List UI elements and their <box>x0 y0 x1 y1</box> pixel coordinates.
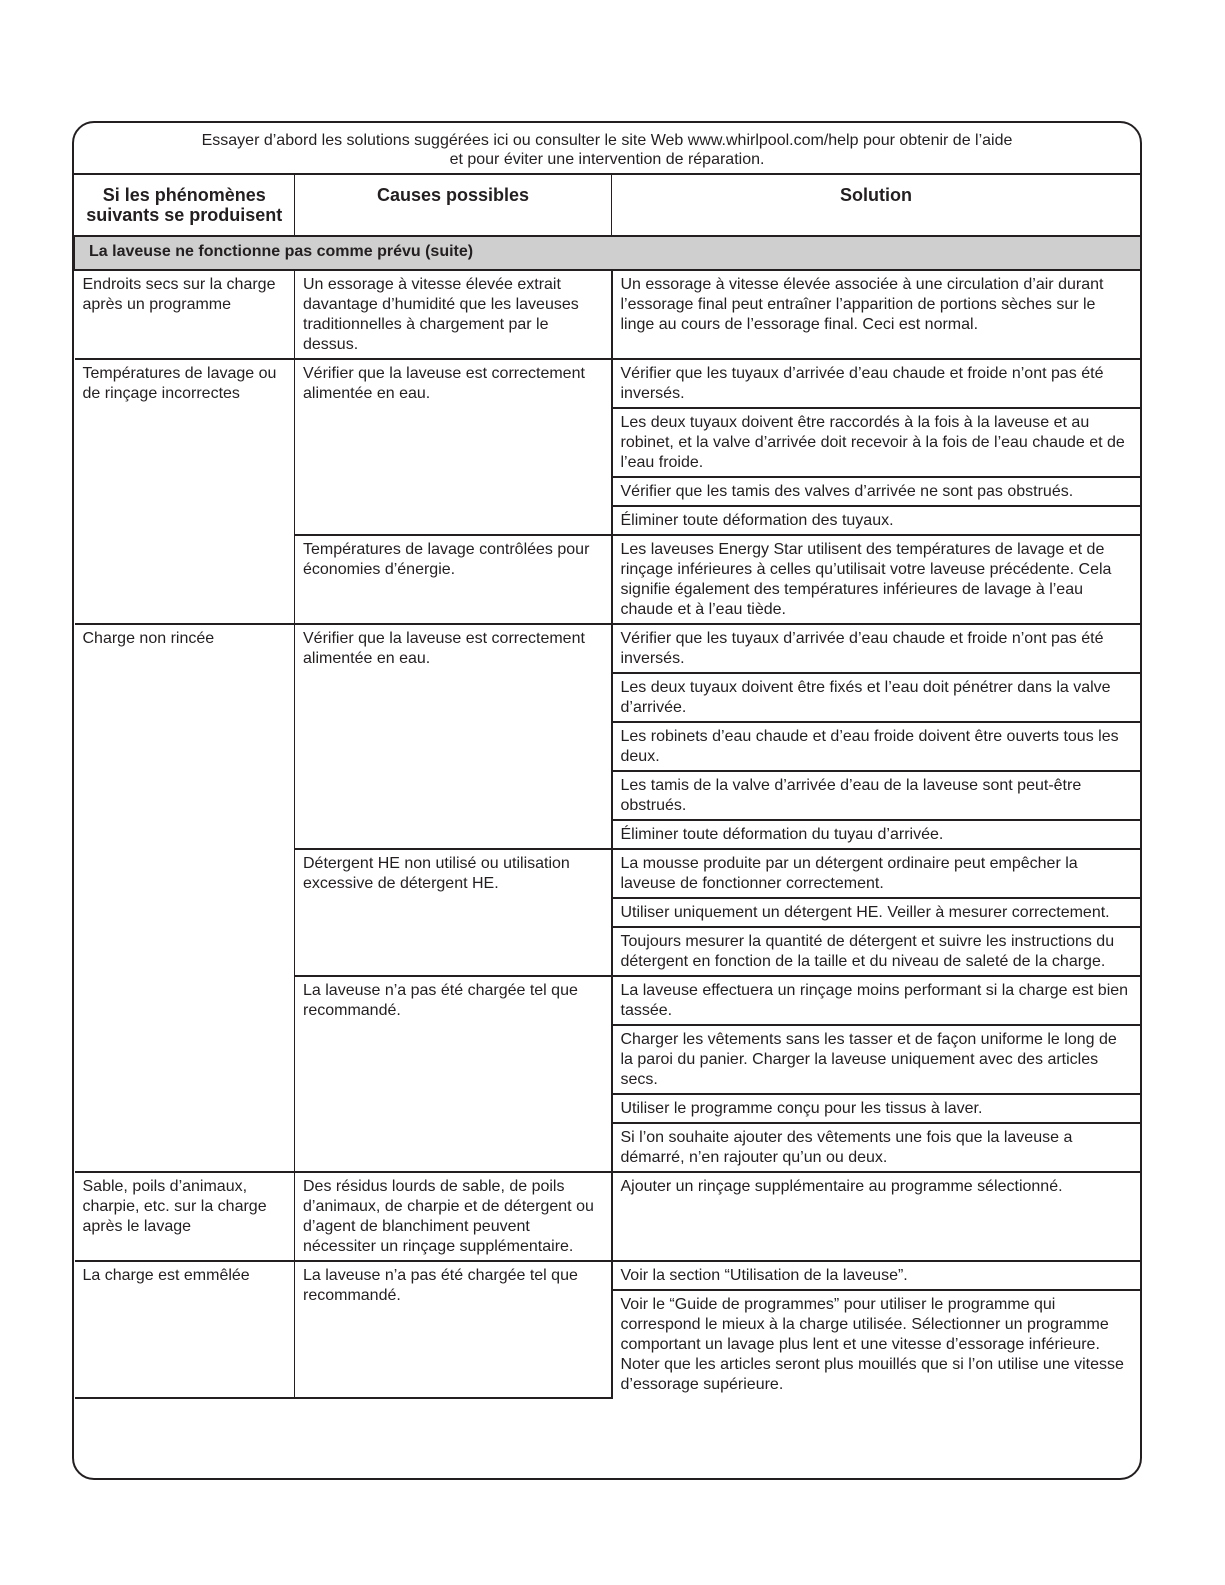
solution-cell: Si l’on souhaite ajouter des vêtements une fois que la laveuse a démarré, n’en rajouter qu’un ou deux. <box>612 1123 1141 1172</box>
table-row <box>75 624 1141 673</box>
troubleshooting-table <box>74 175 1140 1399</box>
troubleshooting-box <box>72 121 1142 1480</box>
header-row <box>75 175 1141 236</box>
header-symptom-line-2: suivants se produisent <box>86 205 283 225</box>
solution-cell: Ajouter un rinçage supplémentaire au programme sélectionné. <box>612 1172 1141 1261</box>
section-title: La laveuse ne fonctionne pas comme prévu (suite) <box>75 236 1141 270</box>
header-symptom-line-1: Si les phénomènes <box>102 185 266 205</box>
cause-cell: La laveuse n’a pas été chargée tel que recommandé. <box>295 1261 612 1398</box>
symptom-cell: Charge non rincée <box>75 624 295 1172</box>
solution-cell: Utiliser le programme conçu pour les tissus à laver. <box>612 1094 1141 1123</box>
intro-line-1: Essayer d’abord les solutions suggérées ici ou consulter le site Web www.whirlpool.com/help pour obtenir de l’aide <box>201 132 1013 149</box>
table-row <box>75 1172 1141 1261</box>
cause-cell: Un essorage à vitesse élevée extrait davantage d’humidité que les laveuses traditionnelles à chargement par le dessus. <box>295 270 612 359</box>
solution-cell: La laveuse effectuera un rinçage moins performant si la charge est bien tassée. <box>612 976 1141 1025</box>
header-symptom <box>75 175 295 236</box>
solution-cell: Éliminer toute déformation du tuyau d’arrivée. <box>612 820 1141 849</box>
solution-cell: Les laveuses Energy Star utilisent des températures de lavage et de rinçage inférieures à celles qu’utilisait votre laveuse précédente. Cela signifie également des températures inférieures de lavage à l’eau chaude et à l’eau tiède. <box>612 535 1141 624</box>
solution-cell: Charger les vêtements sans les tasser et de façon uniforme le long de la paroi du panier. Charger la laveuse uniquement avec des articles secs. <box>612 1025 1141 1094</box>
solution-cell: Vérifier que les tuyaux d’arrivée d’eau chaude et froide n’ont pas été inversés. <box>612 624 1141 673</box>
solution-cell: Les deux tuyaux doivent être fixés et l’eau doit pénétrer dans la valve d’arrivée. <box>612 673 1141 722</box>
solution-cell: Les deux tuyaux doivent être raccordés à la fois à la laveuse et au robinet, et la valve d’arrivée doit recevoir à la fois de l’eau chaude et de l’eau froide. <box>612 408 1141 477</box>
intro-line-2: et pour éviter une intervention de réparation. <box>449 151 765 168</box>
table-row <box>75 270 1141 359</box>
cause-cell: Vérifier que la laveuse est correctement alimentée en eau. <box>295 359 612 535</box>
cause-cell: Des résidus lourds de sable, de poils d’animaux, de charpie et de détergent ou d’agent de blanchiment peuvent nécessiter un rinçage supplémentaire. <box>295 1172 612 1261</box>
symptom-cell: La charge est emmêlée <box>75 1261 295 1398</box>
solution-cell: La mousse produite par un détergent ordinaire peut empêcher la laveuse de fonctionner correctement. <box>612 849 1141 898</box>
solution-cell: Voir le “Guide de programmes” pour utiliser le programme qui correspond le mieux à la charge utilisée. Sélectionner un programme comportant un lavage plus lent et une vitesse d’essorage inférieure. Noter que les articles seront plus mouillés que si l’on utilise une vitesse d’essorage supérieure. <box>612 1290 1141 1398</box>
header-solution: Solution <box>612 175 1141 236</box>
solution-cell: Les tamis de la valve d’arrivée d’eau de la laveuse sont peut-être obstrués. <box>612 771 1141 820</box>
cause-cell: La laveuse n’a pas été chargée tel que recommandé. <box>295 976 612 1172</box>
section-row <box>75 236 1141 270</box>
table-row <box>75 359 1141 408</box>
solution-cell: Les robinets d’eau chaude et d’eau froide doivent être ouverts tous les deux. <box>612 722 1141 771</box>
solution-cell: Toujours mesurer la quantité de détergent et suivre les instructions du détergent en fonction de la taille et du niveau de saleté de la charge. <box>612 927 1141 976</box>
solution-cell: Éliminer toute déformation des tuyaux. <box>612 506 1141 535</box>
cause-cell: Vérifier que la laveuse est correctement alimentée en eau. <box>295 624 612 849</box>
symptom-cell: Sable, poils d’animaux, charpie, etc. sur la charge après le lavage <box>75 1172 295 1261</box>
symptom-cell: Températures de lavage ou de rinçage incorrectes <box>75 359 295 624</box>
solution-cell: Voir la section “Utilisation de la laveuse”. <box>612 1261 1141 1290</box>
solution-cell: Vérifier que les tamis des valves d’arrivée ne sont pas obstrués. <box>612 477 1141 506</box>
table-row <box>75 1261 1141 1290</box>
symptom-cell: Endroits secs sur la charge après un programme <box>75 270 295 359</box>
cause-cell: Températures de lavage contrôlées pour économies d’énergie. <box>295 535 612 624</box>
solution-cell: Utiliser uniquement un détergent HE. Veiller à mesurer correctement. <box>612 898 1141 927</box>
intro-note <box>74 123 1140 175</box>
cause-cell: Détergent HE non utilisé ou utilisation excessive de détergent HE. <box>295 849 612 976</box>
solution-cell: Vérifier que les tuyaux d’arrivée d’eau chaude et froide n’ont pas été inversés. <box>612 359 1141 408</box>
header-causes: Causes possibles <box>295 175 612 236</box>
solution-cell: Un essorage à vitesse élevée associée à une circulation d’air durant l’essorage final peut entraîner l’apparition de portions sèches sur le linge au cours de l’essorage final. Ceci est normal. <box>612 270 1141 359</box>
